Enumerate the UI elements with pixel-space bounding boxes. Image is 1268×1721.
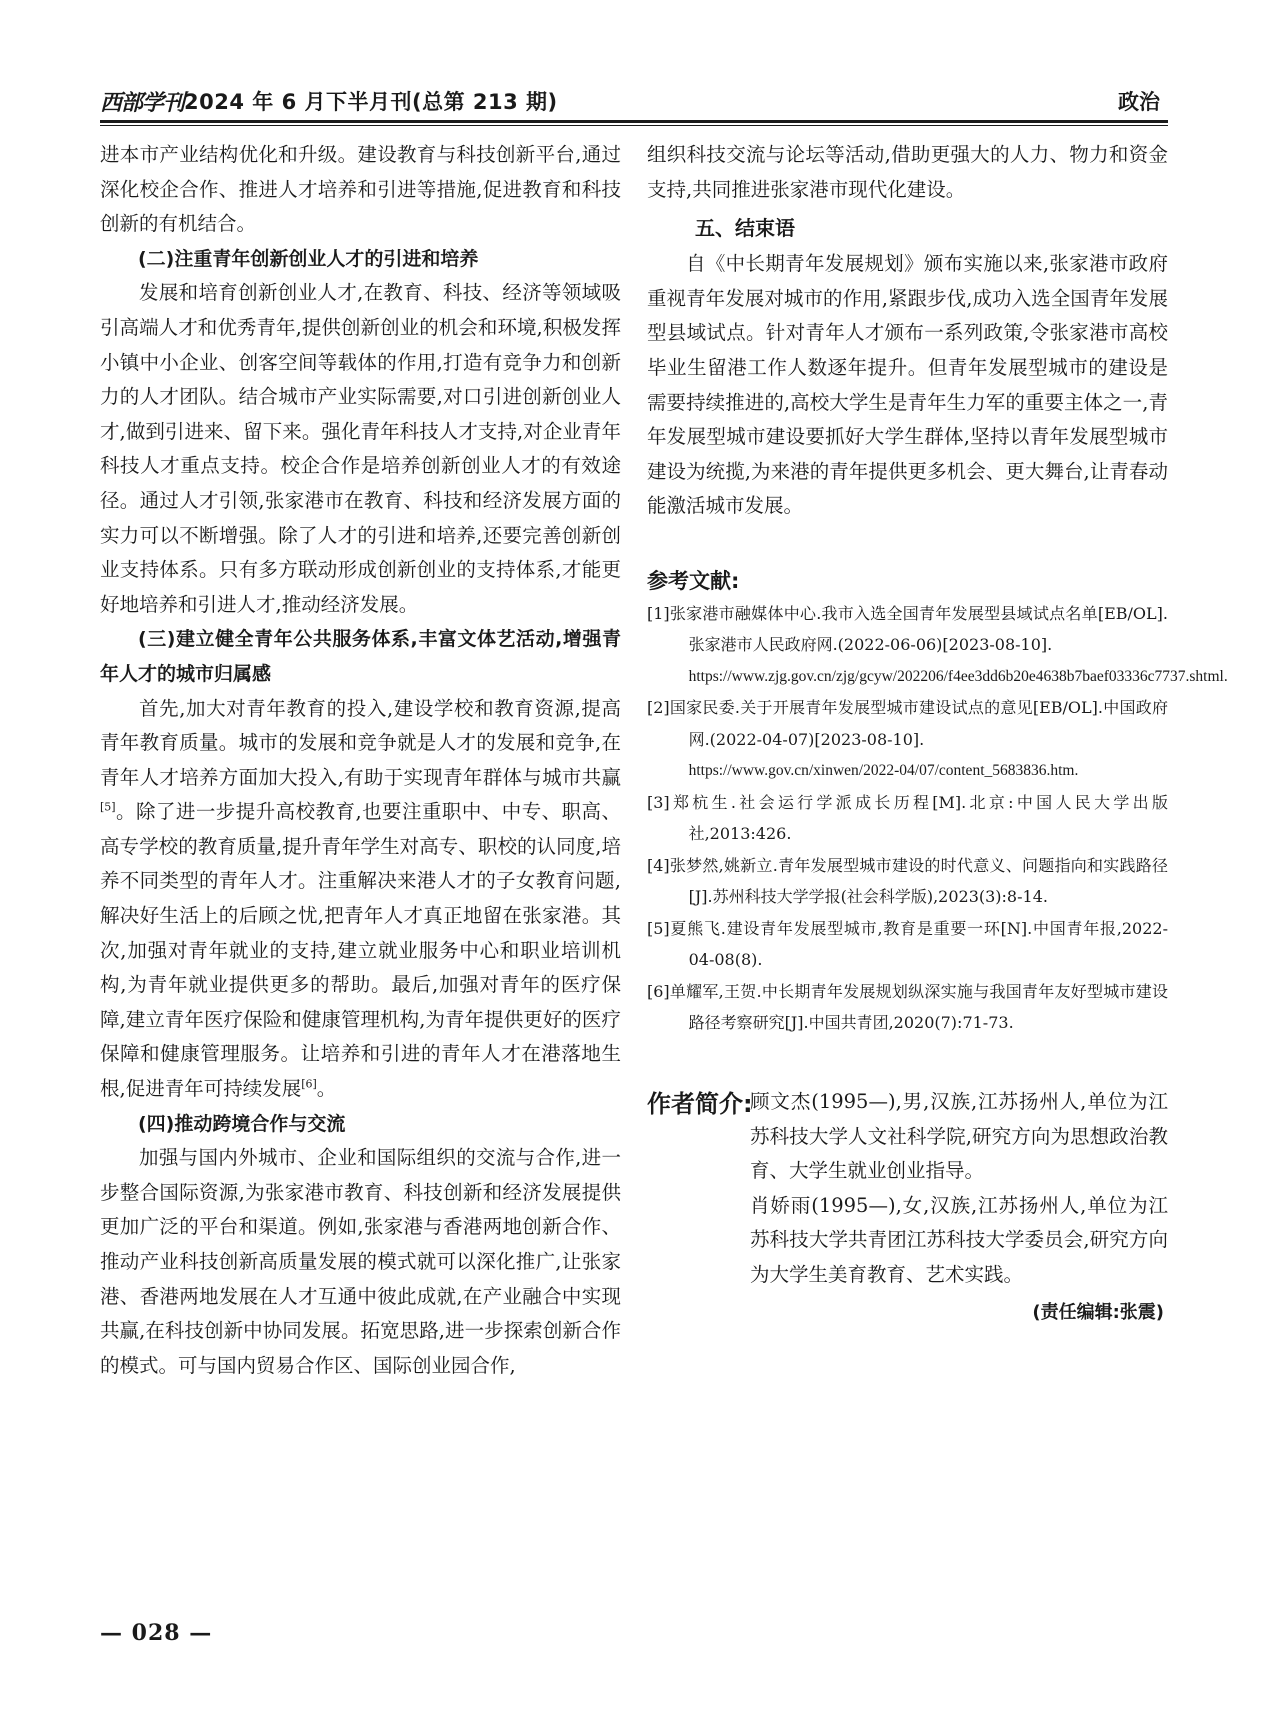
reference-item: [647, 913, 1168, 976]
reference-text: [4]张梦然,姚新立.青年发展型城市建设的时代意义、问题指向和实践路径[J].苏州科技大学学报(社会科学版),2023(3):8-14.: [647, 855, 1168, 907]
issue-info: 2024 年 6 月下半月刊(总第 213 期): [184, 90, 558, 114]
reference-text: [3]郑杭生.社会运行学派成长历程[M].北京:中国人民大学出版社,2013:426.: [647, 792, 1168, 844]
paragraph: 组织科技交流与论坛等活动,借助更强大的人力、物力和资金支持,共同推进张家港市现代化建设。: [647, 143, 1168, 201]
reference-text: [2]国家民委.关于开展青年发展型城市建设试点的意见[EB/OL].中国政府网.(2022-04-07)[2023-08-10].: [647, 698, 1168, 749]
section-heading: 五、结束语: [695, 216, 795, 241]
section-heading: (三)建立健全青年公共服务体系,丰富文体艺活动,增强青年人才的城市归属感: [100, 628, 621, 685]
paragraph: 自《中长期青年发展规划》颁布实施以来,张家港市政府重视青年发展对城市的作用,紧跟步伐,成功入选全国青年发展型县域试点。针对青年人才颁布一系列政策,令张家港市高校毕业生留港工作人数逐年提升。但青年发展型城市的建设是需要持续推进的,高校大学生是青年生力军的重要主体之一,青年发展型城市建设要抓好大学生群体,坚持以青年发展型城市建设为统揽,为来港的青年提供更多机会、更大舞台,让青春动能激活城市发展。: [647, 252, 1168, 518]
paragraph: 加强与国内外城市、企业和国际组织的交流与合作,进一步整合国际资源,为张家港市教育、科技创新和经济发展提供更加广泛的平台和渠道。例如,张家港与香港两地创新合作、推动产业科技创新高质量发展的模式就可以深化推广,让张家港、香港两地发展在人才互通中彼此成就,在产业融合中实现共赢,在科技创新中协同发展。拓宽思路,进一步探索创新合作的模式。可与国内贸易合作区、国际创业园合作,: [100, 1146, 621, 1377]
paragraph: 进本市产业结构优化和升级。建设教育与科技创新平台,通过深化校企合作、推进人才培养和引进等措施,促进教育和科技创新的有机结合。: [100, 143, 621, 236]
reference-text: [5]夏熊飞.建设青年发展型城市,教育是重要一环[N].中国青年报,2022-04-08(8).: [647, 918, 1168, 970]
citation: [5]: [100, 800, 116, 814]
author-label: 作者简介:: [647, 1089, 753, 1118]
text-run: 。: [316, 1077, 337, 1101]
author-entry: 顾文杰(1995—),男,汉族,江苏扬州人,单位为江苏科技大学人文社科学院,研究方向为思想政治教育、大学生就业创业指导。: [750, 1089, 1168, 1183]
reference-item: [647, 692, 1168, 787]
author-bio: [647, 1085, 1168, 1293]
author-entry: 肖娇雨(1995—),女,汉族,江苏扬州人,单位为江苏科技大学共青团江苏科技大学委员会,研究方向为大学生美育教育、艺术实践。: [750, 1193, 1168, 1286]
reference-text: [6]单耀军,王贺.中长期青年发展规划纵深实施与我国青年友好型城市建设路径考察研究[J].中国共青团,2020(7):71-73.: [647, 981, 1168, 1033]
header-rule-thick: [100, 120, 1168, 123]
paragraph: 发展和培育创新创业人才,在教育、科技、经济等领域吸引高端人才和优秀青年,提供创新创业的机会和环境,积极发挥小镇中小企业、创客空间等载体的作用,打造有竞争力和创新力的人才团队。结合城市产业实际需要,对口引进创新创业人才,做到引进来、留下来。强化青年科技人才支持,对企业青年科技人才重点支持。校企合作是培养创新创业人才的有效途径。通过人才引领,张家港市在教育、科技和经济发展方面的实力可以不断增强。除了人才的引进和培养,还要完善创新创业支持体系。只有多方联动形成创新创业的支持体系,才能更好地培养和引进人才,推动经济发展。: [100, 281, 621, 616]
paragraph: [100, 692, 621, 1107]
references-list: [647, 598, 1228, 1039]
reference-item: [647, 850, 1168, 913]
section-heading: (二)注重青年创新创业人才的引进和培养: [138, 247, 479, 270]
reference-url: https://www.zjg.gov.cn/zjg/gcyw/202206/f4ee3dd6b20e4638b7baef03336c7737.shtml.: [688, 667, 1228, 685]
left-column: [100, 138, 621, 1383]
section-heading: (四)推动跨境合作与交流: [138, 1112, 346, 1135]
journal-logo: 西部学刊: [100, 90, 185, 116]
reference-url: https://www.gov.cn/xinwen/2022-04/07/content_5683836.htm.: [688, 762, 1079, 780]
responsible-editor: (责任编辑:张震): [1032, 1301, 1164, 1323]
author-body: [750, 1085, 1168, 1293]
page-number: — 028 —: [100, 1620, 213, 1646]
reference-item: [647, 787, 1168, 850]
text-run: 首先,加大对青年教育的投入,建设学校和教育资源,提高青年教育质量。城市的发展和竞争就是人才的发展和竞争,在青年人才培养方面加大投入,有助于实现青年群体与城市共赢: [100, 696, 621, 789]
section-tag: 政治: [1118, 90, 1160, 114]
citation: [6]: [301, 1077, 317, 1091]
header-rule-thin: [100, 125, 1168, 126]
reference-item: [647, 976, 1168, 1039]
reference-text: [1]张家港市融媒体中心.我市入选全国青年发展型县域试点名单[EB/OL].张家港市人民政府网.(2022-06-06)[2023-08-10].: [647, 603, 1168, 655]
reference-item: [647, 598, 1228, 693]
text-run: 。除了进一步提升高校教育,也要注重职中、中专、职高、高专学校的教育质量,提升青年学生对高专、职校的认同度,培养不同类型的青年人才。注重解决来港人才的子女教育问题,解决好生活上的后顾之忧,把青年人才真正地留在张家港。其次,加强对青年就业的支持,建立就业服务中心和职业培训机构,为青年就业提供更多的帮助。最后,加强对青年的医疗保障,建立青年医疗保险和健康管理机构,为青年提供更好的医疗保障和健康管理服务。让培养和引进的青年人才在港落地生根,促进青年可持续发展: [100, 800, 621, 1101]
right-column: [647, 138, 1228, 1329]
references-heading: 参考文献:: [647, 568, 740, 593]
page-header: [100, 84, 1168, 120]
